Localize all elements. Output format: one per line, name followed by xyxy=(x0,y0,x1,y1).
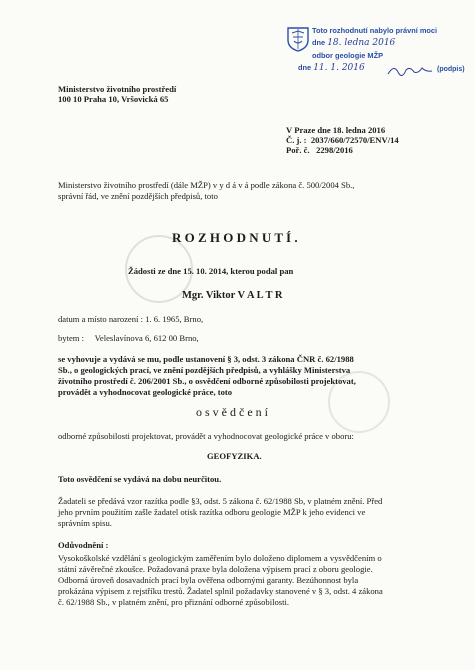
stamp-info-line-3: správním spisu. xyxy=(58,518,112,528)
document-title: R O Z H O D N U T Í . xyxy=(172,230,298,245)
justification-line: prokázána výpisem z rejstříku trestů. Žadatel splnil požadavky stanovené v § 3, odst. 4 zákona xyxy=(58,586,383,596)
date-of-birth xyxy=(58,314,203,325)
residence xyxy=(58,333,199,344)
stamp-line-3: odbor geologie MŽP xyxy=(312,51,384,60)
stamp-podpis: (podpis) xyxy=(437,66,465,73)
justification-line: státní závěrečné zkoušce. Požadovaná praxe byla doložena výpisem prací z oboru geologie. xyxy=(58,564,373,574)
decision-line-4: provádět a vyhodnocovat geologické práce, toto xyxy=(58,387,233,397)
stamp-dne-1 xyxy=(312,38,395,48)
dob-value: 1. 6. 1965, Brno, xyxy=(145,314,204,324)
justification-line: Odborná úroveň dosavadních prací byla ověřena odbornými garanty. Bezúhonnost byla xyxy=(58,575,359,585)
decision-line-2: Sb., o geologických prací, ve znění pozdějších předpisů, a vyhlášky Ministerstva xyxy=(58,365,351,375)
decision-line-3: životního prostředí č. 206/2001 Sb., o osvědčení odborné způsobilosti projektovat, xyxy=(58,376,356,386)
validity-line: Toto osvědčení se vydává na dobu neurčitou. xyxy=(58,474,222,484)
intro-line-1: Ministerstvo životního prostředí (dále MŽP) v y d á v á podle zákona č. 500/2004 Sb., xyxy=(58,180,355,190)
reference-label: Č. j. : xyxy=(286,135,307,145)
reference-value: 2037/660/72570/ENV/14 xyxy=(310,135,399,145)
stamp-date-handwritten: 18. ledna 2016 xyxy=(327,38,396,48)
stamp-dne-2 xyxy=(298,63,365,73)
issue-date: V Praze dne 18. ledna 2016 xyxy=(286,125,386,135)
justification-line: č. 62/1988 Sb., v platném znění, pro přiznání odborné způsobilosti. xyxy=(58,597,290,607)
handwritten-signature xyxy=(386,62,436,78)
stamp-line-1: Toto rozhodnutí nabylo právní moci xyxy=(312,26,438,35)
applicant-name: Mgr. Viktor V A L T R xyxy=(182,290,283,301)
authority-address: 100 10 Praha 10, Vršovická 65 xyxy=(58,94,169,104)
stamp-info-line-1: Žadateli se předává vzor razítka podle §3, odst. 5 zákona č. 62/1988 Sb, v platném znění. Před xyxy=(58,496,383,506)
residence-label: bytem : xyxy=(58,333,85,343)
certificate-heading: o s v ě d č e n í xyxy=(196,405,268,419)
decision-line-1: se vyhovuje a vydává se mu, podle ustanovení § 3, odst. 3 zákona ČNR č. 62/1988 xyxy=(58,354,354,364)
czech-coat-of-arms-icon xyxy=(286,26,310,52)
authority-name: Ministerstvo životního prostředí xyxy=(58,84,177,94)
request-line: Žádosti ze dne 15. 10. 2014, kterou podal pan xyxy=(128,266,294,276)
legal-force-stamp xyxy=(286,26,466,96)
stamp-info-line-2: jeho prvním použitím zašle žadatel otisk razítka odboru geologie MŽP k jeho evidenci ve xyxy=(58,507,366,517)
stamp-dne-label: dne xyxy=(298,63,312,72)
justification-line: Vysokoškolské vzdělání s geologickým zaměřením bylo doloženo diplomem a vysvědčením o xyxy=(58,553,382,563)
residence-value: Veleslavínova 6, 612 00 Brno, xyxy=(94,333,199,343)
order-value: 2298/2016 xyxy=(316,145,353,155)
scope-line: odborné způsobilosti projektovat, provádět a vyhodnocovat geologické práce v oboru: xyxy=(58,431,354,441)
stamp-dne-label: dne xyxy=(312,38,326,47)
intro-line-2: správní řád, ve znění pozdějších předpisů, toto xyxy=(58,191,218,201)
stamp-date-2-handwritten: 11. 1. 2016 xyxy=(313,63,365,73)
order-label: Poř. č. xyxy=(286,145,310,155)
field-name: GEOFYZIKA. xyxy=(207,451,262,461)
dob-label: datum a místo narození : xyxy=(58,314,143,324)
order-number xyxy=(286,145,353,156)
justification-heading: Odůvodnění : xyxy=(58,540,109,550)
